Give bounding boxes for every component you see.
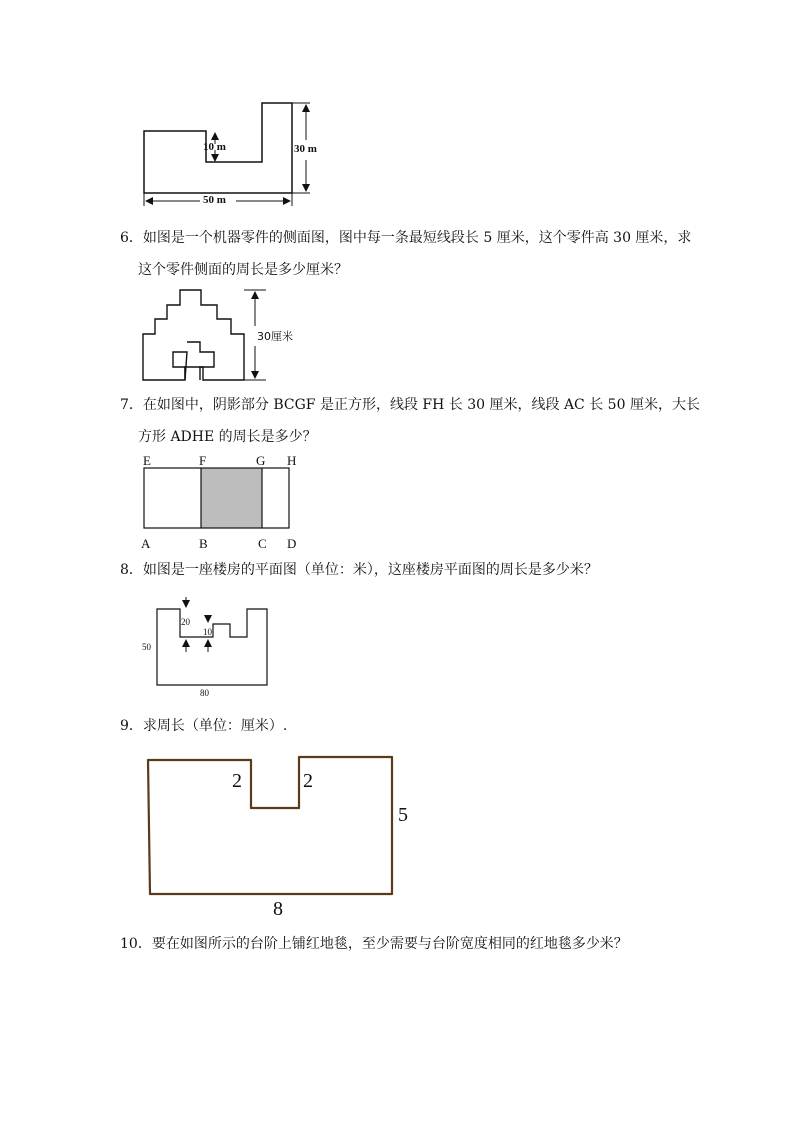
q8-label-80: 80 [200, 688, 209, 698]
q5-label-50m: 50 m [203, 194, 226, 206]
q7-label-F: F [199, 453, 207, 468]
q7-label-D: D [287, 536, 297, 551]
q7-label-B: B [199, 536, 208, 551]
q5-label-30m: 30 m [294, 143, 317, 155]
q8-label-20: 20 [181, 617, 190, 627]
q6-label-height: 30厘米 [257, 330, 293, 343]
q6-text-line2: 这个零件侧面的周长是多少厘米？ [138, 262, 348, 278]
q8-label-10: 10 [203, 627, 212, 637]
q7-label-H: H [287, 453, 297, 468]
q8-label-50: 50 [142, 642, 151, 652]
q7-label-C: C [258, 536, 267, 551]
q7-label-E: E [143, 453, 151, 468]
q6-text-line1: 6．如图是一个机器零件的侧面图，图中每一条最短线段长 5 厘米，这个零件高 30 厘米，求 [120, 230, 692, 246]
q9-label-2-left: 2 [232, 770, 242, 792]
q9-label-5: 5 [398, 804, 408, 826]
q8-text-line1: 8．如图是一座楼房的平面图（单位：米），这座楼房平面图的周长是多少米？ [120, 562, 598, 578]
q9-shape [148, 757, 392, 894]
q7-text-line1: 7．在如图中，阴影部分 BCGF 是正方形，线段 FH 长 30 厘米，线段 AC 长 50 厘米，大长 [120, 397, 700, 413]
q9-label-8: 8 [273, 898, 283, 920]
q9-label-2-right: 2 [303, 770, 313, 792]
q7-text-line2: 方形 ADHE 的周长是多少？ [138, 429, 317, 445]
q7-label-G: G [256, 453, 266, 468]
q9-text-line1: 9．求周长（单位：厘米）. [120, 718, 288, 734]
q5-label-10m: 10 m [203, 141, 226, 153]
q7-label-A: A [141, 536, 151, 551]
q10-text-line1: 10．要在如图所示的台阶上铺红地毯，至少需要与台阶宽度相同的红地毯多少米？ [120, 936, 628, 952]
